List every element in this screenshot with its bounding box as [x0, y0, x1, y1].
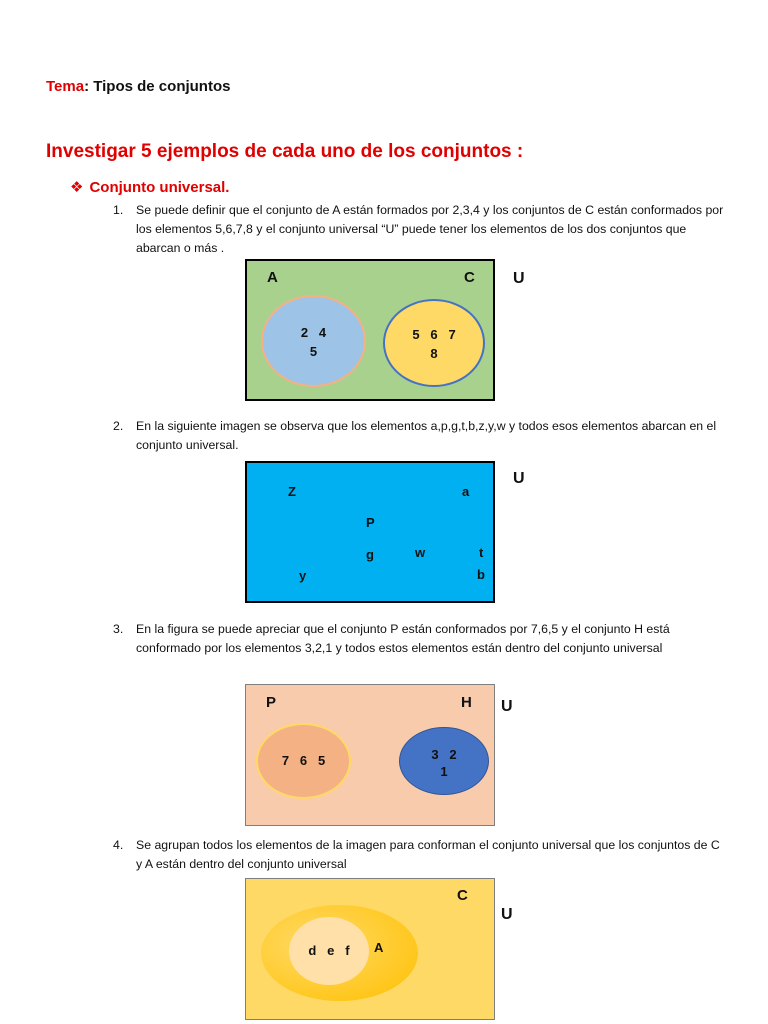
set-h-label: H: [461, 694, 472, 711]
venn-diagram-2: [245, 461, 495, 603]
item-number: 1.: [113, 203, 124, 217]
element-p: P: [366, 515, 375, 530]
universe-label-2: U: [513, 470, 525, 487]
section-subheading: [70, 178, 229, 196]
set-c-elements-row1: 5 6 7: [412, 327, 456, 342]
set-a-ellipse: [261, 905, 418, 1001]
page-heading: Investigar 5 ejemplos de cada uno de los conjuntos :: [46, 141, 524, 162]
set-p-circle: [256, 723, 351, 799]
item-number: 3.: [113, 622, 124, 636]
item-text: Se puede definir que el conjunto de A están formados por 2,3,4 y los conjuntos de C están conformados por los elementos 5,6,7,8 y el conjunto universal “U” puede tener los elementos de los dos conjuntos que abarcan o más .: [136, 203, 724, 255]
element-t: t: [479, 545, 484, 560]
set-p-elements: 7 6 5: [281, 753, 326, 768]
element-z: Z: [288, 484, 296, 499]
element-a: a: [462, 484, 470, 499]
set-a-elements-row1: 2 4: [300, 325, 327, 340]
set-c-label: C: [457, 887, 468, 904]
element-g: g: [366, 547, 374, 562]
item-text: En la siguiente imagen se observa que los elementos a,p,g,t,b,z,y,w y todos esos elementos abarcan en el conjunto universal.: [136, 419, 717, 452]
set-h-circle: [399, 727, 489, 795]
venn-diagram-4: [245, 878, 495, 1020]
element-b: b: [477, 567, 485, 582]
set-p-label: P: [266, 694, 277, 711]
venn-diagram-3: [245, 684, 495, 826]
subheading-text: Conjunto universal.: [89, 179, 230, 196]
element-w: w: [415, 545, 426, 560]
item-text: En la figura se puede apreciar que el conjunto P están conformados por 7,6,5 y el conjunto H está conformado por los elementos 3,2,1 y todos estos elementos están dentro del conjunto universal: [136, 622, 670, 655]
venn-diagram-1: [245, 259, 495, 401]
item-number: 2.: [113, 419, 124, 433]
inner-set-circle: [289, 917, 369, 985]
set-a-circle: [261, 295, 366, 387]
topic-label: Tema: [46, 78, 85, 95]
set-a-elements-row2: 5: [309, 344, 318, 359]
set-c-circle: [383, 299, 485, 387]
element-y: y: [299, 568, 307, 583]
topic-value: Tipos de conjuntos: [89, 78, 231, 95]
inner-set-elements: d e f: [308, 943, 350, 958]
universe-label-4: U: [501, 906, 513, 923]
universe-label-1: U: [513, 270, 525, 287]
topic-separator: :: [84, 78, 90, 95]
universe-label-3: U: [501, 698, 513, 715]
set-c-elements-row2: 8: [430, 346, 438, 361]
set-c-label: C: [464, 269, 475, 286]
item-text: Se agrupan todos los elementos de la imagen para conforman el conjunto universal que los conjuntos de C y A están dentro del conjunto universal: [136, 838, 720, 871]
set-h-elements-row2: 1: [440, 764, 448, 779]
set-a-label: A: [267, 269, 278, 286]
set-h-elements-row1: 3 2: [431, 747, 457, 762]
item-number: 4.: [113, 838, 124, 852]
diamond-bullet-icon: ❖: [70, 179, 84, 196]
topic-line: [46, 78, 230, 95]
set-a-label: A: [374, 940, 384, 955]
